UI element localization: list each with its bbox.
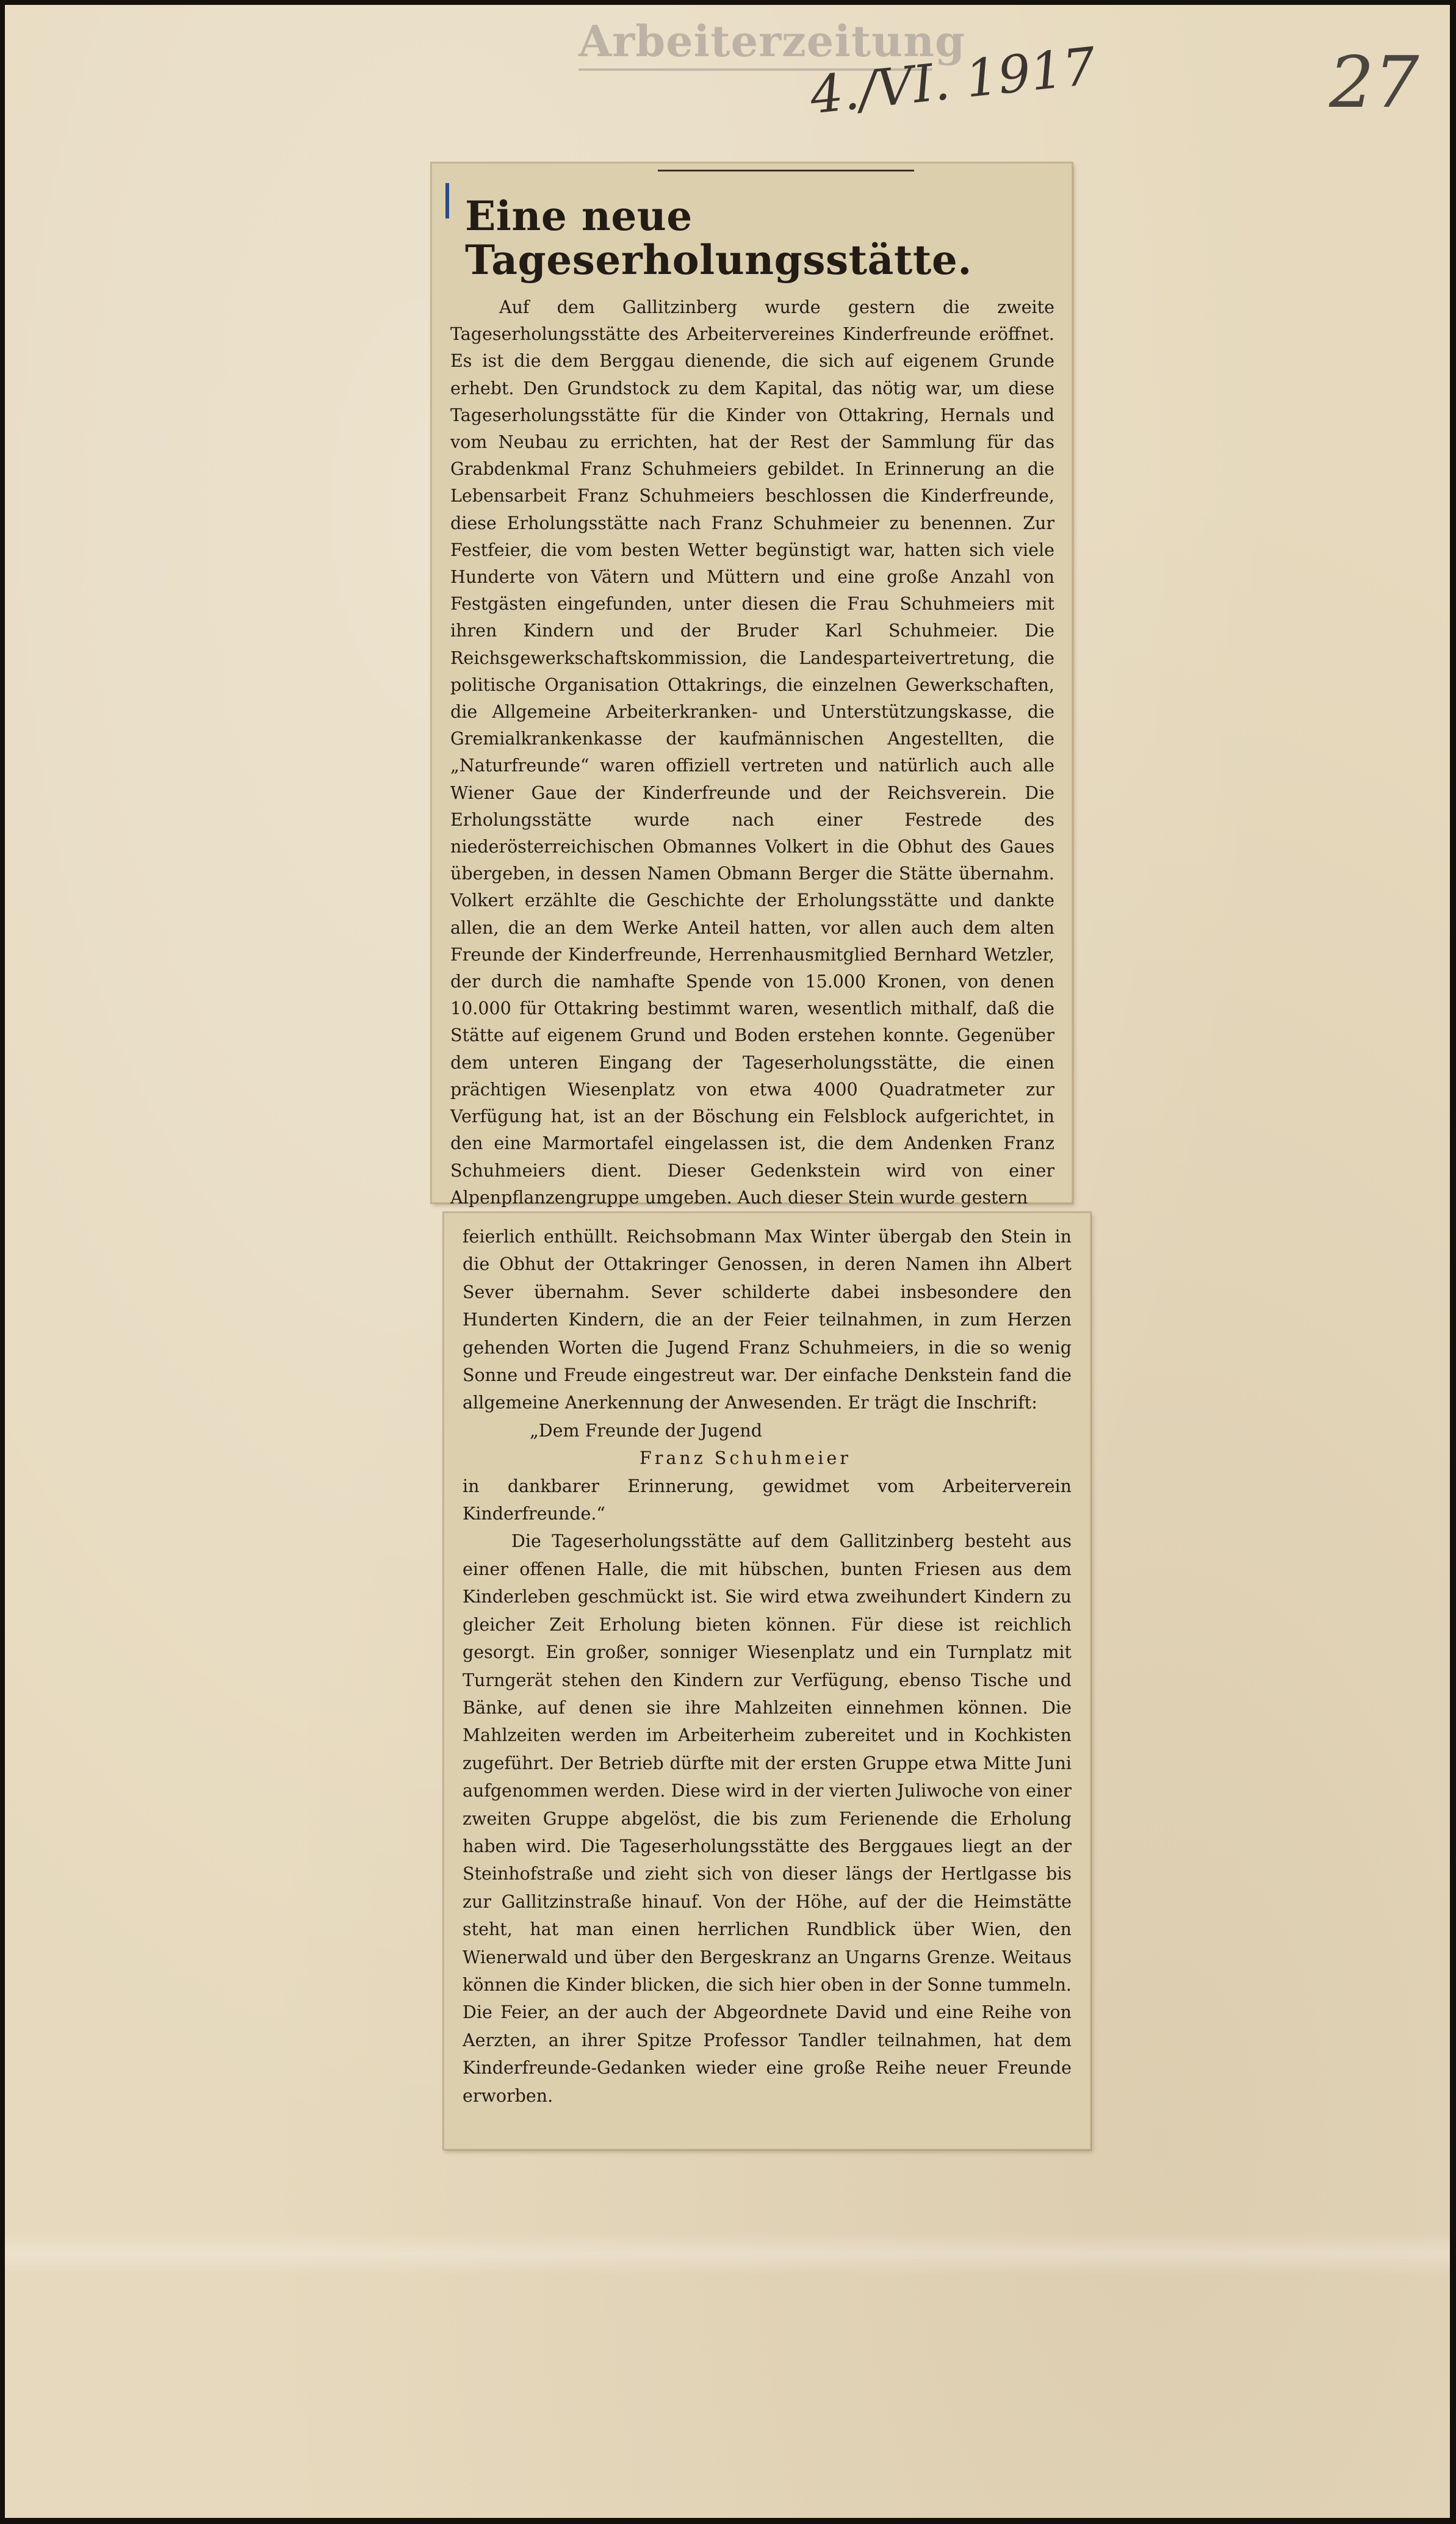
article-paragraph-3: Die Tageserholungsstätte auf dem Gallitzinberg besteht aus einer offenen Halle, die mit hübschen, bunten Friesen aus dem Kinderleben geschmückt ist. Sie wird etwa zweihundert Kindern zu gleicher Zeit Erholung bieten können. Für diese ist reichlich gesorgt. Ein großer, sonniger Wiesenplatz und ein Turnplatz mit Turngerät stehen den Kindern zur Verfügung, ebenso Tische und Bänke, auf denen sie ihre Mahlzeiten einnehmen können. Die Mahlzeiten werden im Arbeiterheim zubereitet und in Kochkisten zugeführt. Der Betrieb dürfte mit der ersten Gruppe etwa Mitte Juni aufgenommen werden. Diese wird in der vierten Juliwoche von einer zweiten Gruppe abgelöst, die bis zum Ferienende die Erholung haben wird. Die Tageserholungsstätte des Berggaues liegt an der Steinhofstraße und zieht sich von dieser längs der Hertlgasse bis zur Gallitzinstraße hinauf. Von der Höhe, auf der die Heimstätte steht, hat man einen herrlichen Rundblick über Wien, den Wienerwald und über den Bergeskranz an Ungarns Grenze. Weitaus können die Kinder blicken, die sich hier oben in der Sonne tummeln. Die Feier, an der auch der Abgeordnete David und eine Reihe von Aerzten, an ihrer Spitze Professor Tandler teilnahmen, hat dem Kinderfreunde-Gedanken wieder eine große Reihe neuer Freunde erworben.	[463, 1531, 1072, 2106]
newspaper-stamp: Arbeiterzeitung	[578, 16, 965, 67]
handwritten-date: 4./VI. 1917	[807, 35, 1099, 126]
inscription-line-3: in dankbarer Erinnerung, gewidmet vom Arbeiterverein Kinderfreunde.“	[463, 1476, 1072, 1524]
handwritten-page-number: 27	[1329, 41, 1419, 124]
archive-sheet	[5, 5, 1450, 2518]
clipping-part-2	[443, 1212, 1091, 2150]
clipping-part-1	[431, 162, 1073, 1208]
inscription-line-1: „Dem Freunde der Jugend	[530, 1420, 762, 1441]
article-headline: Eine neue Tageserholungsstätte.	[465, 192, 972, 284]
scan-fold-shadow	[5, 2232, 1450, 2275]
blue-pencil-mark	[445, 183, 449, 218]
inscription-line-2: Franz Schuhmeier	[640, 1448, 851, 1469]
headline-rule	[658, 170, 914, 171]
article-paragraph-2: feierlich enthüllt. Reichsobmann Max Winter übergab den Stein in die Obhut der Ottakringer Genossen, in deren Namen ihn Albert Sever übernahm. Sever schilderte dabei insbesondere den Hunderten Kindern, die an der Feier teilnahmen, in zum Herzen gehenden Worten die Jugend Franz Schuhmeiers, in die so wenig Sonne und Freude eingestreut war. Der einfache Denkstein fand die allgemeine Anerkennung der Anwesenden. Er trägt die Inschrift:	[463, 1227, 1072, 1413]
article-paragraph-1: Auf dem Gallitzinberg wurde gestern die zweite Tageserholungsstätte des Arbeitervereines Kinderfreunde eröffnet. Es ist die dem Berggau dienende, die sich auf eigenem Grunde erhebt. Den Grundstock zu dem Kapital, das nötig war, um diese Tageserholungsstätte für die Kinder von Ottakring, Hernals und vom Neubau zu errichten, hat der Rest der Sammlung für das Grabdenkmal Franz Schuhmeiers gebildet. In Erinnerung an die Lebensarbeit Franz Schuhmeiers beschlossen die Kinderfreunde, diese Erholungsstätte nach Franz Schuhmeier zu benennen. Zur Festfeier, die vom besten Wetter begünstigt war, hatten sich viele Hunderte von Vätern und Müttern und eine große Anzahl von Festgästen eingefunden, unter diesen die Frau Schuhmeiers mit ihren Kindern und der Bruder Karl Schuhmeier. Die Reichsgewerkschaftskommission, die Landesparteivertretung, die politische Organisation Ottakrings, die einzelnen Gewerkschaften, die Allgemeine Arbeiterkranken- und Unterstützungskasse, die Gremialkrankenkasse der kaufmännischen Angestellten, die „Naturfreunde“ waren offiziell vertreten und natürlich auch alle Wiener Gaue der Kinderfreunde und der Reichsverein. Die Erholungsstätte wurde nach einer Festrede des niederösterreichischen Obmannes Volkert in die Obhut des Gaues übergeben, in dessen Namen Obmann Berger die Stätte übernahm. Volkert erzählte die Geschichte der Erholungsstätte und dankte allen, die an dem Werke Anteil hatten, vor allen auch dem alten Freunde der Kinderfreunde, Herrenhausmitglied Bernhard Wetzler, der durch die namhafte Spende von 15.000 Kronen, von denen 10.000 für Ottakring bestimmt waren, wesentlich mithalf, daß die Stätte auf eigenem Grund und Boden erstehen konnte. Gegenüber dem unteren Eingang der Tageserholungsstätte, die einen prächtigen Wiesenplatz von etwa 4000 Quadratmeter zur Verfügung hat, ist an der Böschung ein Felsblock aufgerichtet, in den eine Marmortafel eingelassen ist, die dem Andenken Franz Schuhmeiers dient. Dieser Gedenkstein wird von einer Alpenpflanzengruppe umgeben. Auch dieser Stein wurde gestern	[450, 297, 1054, 1208]
